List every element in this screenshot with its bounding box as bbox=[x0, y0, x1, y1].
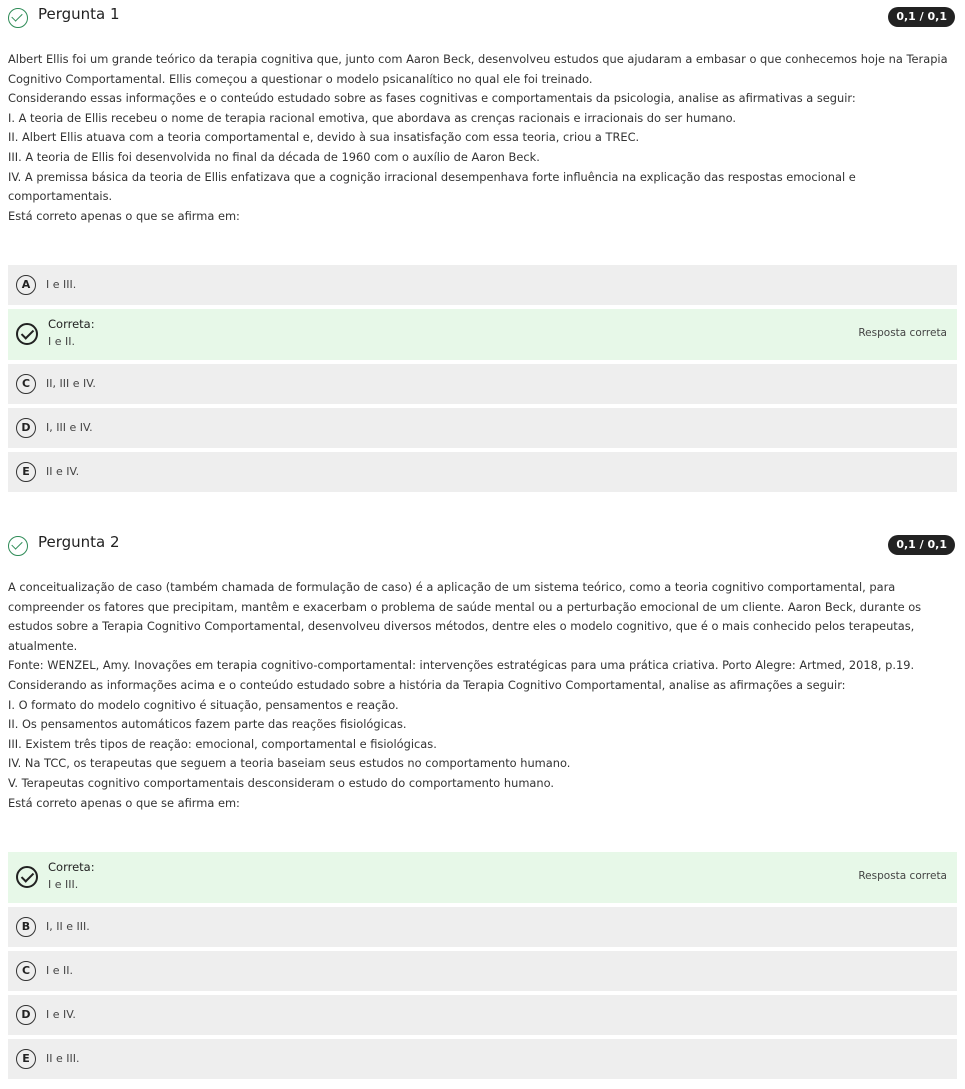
option-text: II e IV. bbox=[46, 465, 80, 478]
option-text: II, III e IV. bbox=[46, 377, 96, 390]
question-paragraph: II. Os pensamentos automáticos fazem parte das reações fisiológicas. bbox=[8, 717, 407, 732]
question-1-options bbox=[0, 265, 965, 496]
option-text: I e II. bbox=[46, 964, 73, 977]
correct-label: Correta: bbox=[48, 317, 95, 331]
option-letter-d: D bbox=[16, 1005, 36, 1025]
option-text: I e IV. bbox=[46, 1008, 76, 1021]
option-letter-c: C bbox=[16, 961, 36, 981]
option-e[interactable] bbox=[8, 452, 957, 492]
question-paragraph: III. A teoria de Ellis foi desenvolvida no final da década de 1960 com o auxílio de Aaron Beck. bbox=[8, 149, 540, 164]
option-c[interactable] bbox=[8, 364, 957, 404]
question-paragraph: I. O formato do modelo cognitivo é situação, pensamentos e reação. bbox=[8, 697, 399, 712]
option-letter-e: E bbox=[16, 462, 36, 482]
score-badge: 0,1 / 0,1 bbox=[888, 7, 955, 27]
option-text: I e III. bbox=[48, 878, 79, 891]
option-d[interactable] bbox=[8, 408, 957, 448]
question-paragraph: II. Albert Ellis atuava com a teoria comportamental e, devido à sua insatisfação com essa teoria, criou a TREC. bbox=[8, 130, 640, 145]
option-text: II e III. bbox=[46, 1052, 80, 1065]
option-letter-b: B bbox=[16, 917, 36, 937]
check-circle-icon bbox=[16, 866, 38, 888]
option-b-correct[interactable] bbox=[8, 309, 957, 360]
question-paragraph: Albert Ellis foi um grande teórico da terapia cognitiva que, junto com Aaron Beck, desenvolveu estudos que ajudaram a embasar o que conhecemos hoje na Terapia Cognitivo Comportamental. Ellis começou a questionar o modelo psicanalítico no qual ele foi treinado. bbox=[8, 52, 948, 86]
question-title: Pergunta 1 bbox=[38, 5, 120, 23]
question-paragraph: Considerando essas informações e o conteúdo estudado sobre as fases cognitivas e comportamentais da psicologia, analise as afirmativas a seguir: bbox=[8, 91, 856, 106]
option-text: I, III e IV. bbox=[46, 421, 93, 434]
question-2 bbox=[0, 530, 965, 813]
question-paragraph: III. Existem três tipos de reação: emocional, comportamental e fisiológicas. bbox=[8, 736, 437, 751]
question-paragraph: Fonte: WENZEL, Amy. Inovações em terapia cognitivo-comportamental: intervenções estratégicas para uma prática criativa. Porto Alegre: Artmed, 2018, p.19. bbox=[8, 658, 915, 673]
option-d[interactable] bbox=[8, 995, 957, 1035]
option-e[interactable] bbox=[8, 1039, 957, 1079]
question-paragraph: V. Terapeutas cognitivo comportamentais desconsideram o estudo do comportamento humano. bbox=[8, 775, 555, 790]
option-b[interactable] bbox=[8, 907, 957, 947]
question-header bbox=[0, 530, 965, 560]
correct-answer-note: Resposta correta bbox=[858, 327, 947, 339]
option-text: I e III. bbox=[46, 278, 77, 291]
question-text bbox=[8, 578, 955, 813]
option-letter-a: A bbox=[16, 275, 36, 295]
question-paragraph: Está correto apenas o que se afirma em: bbox=[8, 795, 240, 810]
check-circle-icon bbox=[8, 536, 28, 556]
question-paragraph: I. A teoria de Ellis recebeu o nome de terapia racional emotiva, que abordava as crenças racionais e irracionais do ser humano. bbox=[8, 110, 736, 125]
question-paragraph: A conceitualização de caso (também chamada de formulação de caso) é a aplicação de um sistema teórico, como a teoria cognitivo comportamental, para compreender os fatores que precipitam, mantêm e exacerbam o problema de saúde mental ou a perturbação emocional de um cliente. Aaron Beck, durante os estudos sobre a Terapia Cognitivo Comportamental, desenvolveu diversos métodos, dentre eles o modelo cognitivo, que é o mais conhecido pelos terapeutas, atualmente. bbox=[8, 580, 922, 653]
question-title: Pergunta 2 bbox=[38, 533, 120, 551]
option-letter-e: E bbox=[16, 1049, 36, 1069]
question-1 bbox=[0, 2, 965, 226]
check-circle-icon bbox=[16, 323, 38, 345]
question-paragraph: IV. A premissa básica da teoria de Ellis enfatizava que a cognição irracional desempenhava forte influência na explicação das respostas emocional e comportamentais. bbox=[8, 169, 856, 204]
option-c[interactable] bbox=[8, 951, 957, 991]
option-a[interactable] bbox=[8, 265, 957, 305]
question-paragraph: Está correto apenas o que se afirma em: bbox=[8, 208, 240, 223]
option-a-correct[interactable] bbox=[8, 852, 957, 903]
question-paragraph: Considerando as informações acima e o conteúdo estudado sobre a história da Terapia Cognitivo Comportamental, analise as afirmações a seguir: bbox=[8, 677, 846, 692]
option-letter-c: C bbox=[16, 374, 36, 394]
score-badge: 0,1 / 0,1 bbox=[888, 535, 955, 555]
question-header bbox=[0, 2, 965, 32]
option-letter-d: D bbox=[16, 418, 36, 438]
question-paragraph: IV. Na TCC, os terapeutas que seguem a teoria baseiam seus estudos no comportamento humano. bbox=[8, 756, 571, 771]
option-text: I, II e III. bbox=[46, 920, 90, 933]
question-text bbox=[8, 50, 955, 226]
correct-answer-note: Resposta correta bbox=[858, 870, 947, 882]
question-2-options bbox=[0, 852, 965, 1083]
check-circle-icon bbox=[8, 8, 28, 28]
correct-label: Correta: bbox=[48, 860, 95, 874]
option-text: I e II. bbox=[48, 335, 75, 348]
